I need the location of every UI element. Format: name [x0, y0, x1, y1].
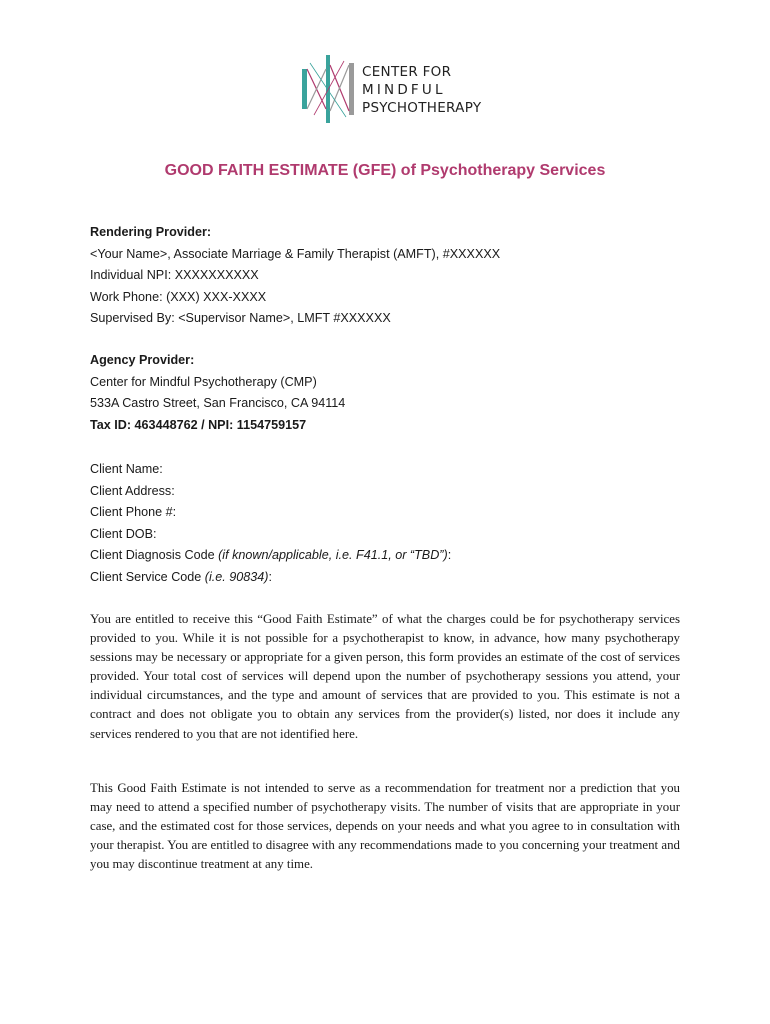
client-service-line — [90, 567, 451, 589]
cmp-logo — [300, 55, 480, 125]
client-name-label: Client Name: — [90, 462, 163, 476]
provider-phone-line: Work Phone: (XXX) XXX-XXXX — [90, 289, 267, 304]
client-service-label: Client Service Code — [90, 569, 205, 584]
client-phone-label: Client Phone #: — [90, 505, 177, 520]
client-diagnosis-colon: : — [447, 548, 452, 563]
provider-supervisor-line: Supervised By: <Supervisor Name>, LMFT #XXXXXX — [90, 311, 391, 326]
client-diagnosis-line — [90, 545, 451, 567]
provider-npi-line: Individual NPI: XXXXXXXXXX — [90, 268, 259, 283]
cmp-logo-mark-icon — [300, 55, 356, 123]
agency-address-line: 533A Castro Street, San Francisco, CA 94114 — [90, 396, 346, 411]
agency-name-line: Center for Mindful Psychotherapy (CMP) — [90, 374, 317, 389]
client-section — [90, 459, 451, 589]
client-service-colon: : — [268, 569, 273, 584]
client-address-label: Client Address: — [90, 483, 175, 498]
provider-name-line: <Your Name>, Associate Marriage & Family Therapist (AMFT), #XXXXXX — [90, 246, 501, 261]
logo-line-2: MINDFUL — [362, 82, 446, 98]
cmp-logo-wordmark — [362, 63, 481, 117]
agency-ids-line: Tax ID: 463448762 / NPI: 1154759157 — [90, 417, 307, 432]
client-dob-label: Client DOB: — [90, 526, 157, 541]
logo-line-3: PSYCHOTHERAPY — [362, 100, 482, 116]
agency-provider-heading: Agency Provider: — [90, 353, 195, 367]
gfe-entitlement-paragraph: You are entitled to receive this “Good Faith Estimate” of what the charges could be for psychotherapy services provided to you. While it is not possible for a psychotherapist to know, in advance, how many psychotherapy sessions may be necessary or appropriate for a given person, this form provides an estimate of the cost of services provided. Your total cost of services will depend upon the number of psychotherapy sessions you attend, your individual circumstances, and the type and amount of services that are provided to you. This estimate is not a contract and does not obligate you to obtain any services from the provider(s) listed, nor does it include any services rendered to you that are not identified here. — [90, 612, 680, 741]
rendering-provider-heading: Rendering Provider: — [90, 225, 212, 239]
rendering-provider-section — [90, 222, 500, 330]
logo-line-1: CENTER FOR — [362, 64, 452, 80]
document-title: GOOD FAITH ESTIMATE (GFE) of Psychotherapy Services — [164, 162, 606, 179]
client-service-hint: (i.e. 90834) — [204, 569, 269, 584]
agency-provider-section — [90, 350, 345, 436]
gfe-disclaimer-paragraph: This Good Faith Estimate is not intended to serve as a recommendation for treatment nor a prediction that you may need to attend a specified number of psychotherapy visits. The number of visits that are appropriate in your case, and the estimated cost for those services, depends on your needs and what you agree to in consultation with your therapist. You are entitled to disagree with any recommendations made to you concerning your treatment and you may discontinue treatment at any time. — [90, 781, 680, 872]
client-diagnosis-label: Client Diagnosis Code — [90, 548, 219, 563]
client-diagnosis-hint: (if known/applicable, i.e. F41.1, or “TBD”) — [218, 548, 448, 563]
